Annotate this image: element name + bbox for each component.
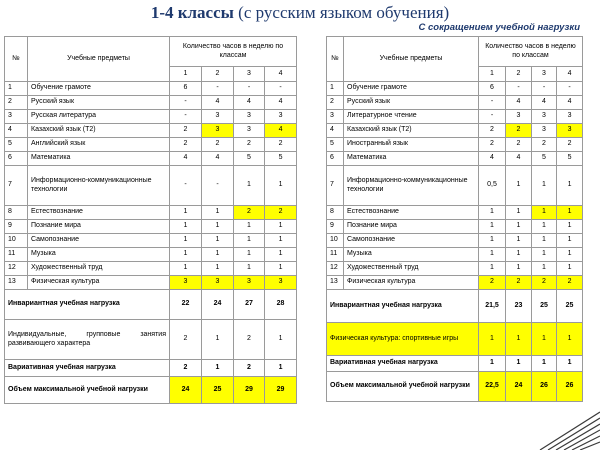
hours-cell: - — [479, 110, 506, 124]
hours-cell-highlighted: 2 — [557, 276, 583, 290]
hours-cell-highlighted: 3 — [265, 276, 297, 290]
hours-cell: 2 — [557, 138, 583, 152]
header-grade-1: 1 — [479, 67, 506, 82]
hours-cell: 2 — [170, 320, 202, 360]
hours-cell: 4 — [265, 96, 297, 110]
hours-cell-highlighted: 22,5 — [479, 372, 506, 402]
subject-name: Художественный труд — [28, 262, 170, 276]
row-num: 4 — [327, 124, 344, 138]
subject-name: Художественный труд — [344, 262, 479, 276]
table-row — [5, 138, 297, 152]
hours-cell: 5 — [234, 152, 265, 166]
hours-cell: 1 — [506, 248, 532, 262]
hours-cell-highlighted: 2 — [234, 206, 265, 220]
hours-cell: 5 — [557, 152, 583, 166]
hours-cell: 1 — [202, 360, 234, 377]
row-num: 11 — [5, 248, 28, 262]
hours-cell: 2 — [170, 360, 202, 377]
hours-cell: 1 — [265, 320, 297, 360]
hours-cell: 5 — [265, 152, 297, 166]
hours-cell: 1 — [557, 166, 583, 206]
hours-cell: 1 — [170, 220, 202, 234]
subject-name: Естествознание — [344, 206, 479, 220]
hours-cell: 1 — [202, 234, 234, 248]
row-num: 5 — [5, 138, 28, 152]
table-row — [327, 138, 583, 152]
row-num: 4 — [5, 124, 28, 138]
maximum-row — [327, 372, 583, 402]
hours-cell: 1 — [202, 262, 234, 276]
hours-cell: 2 — [234, 320, 265, 360]
table-row — [5, 234, 297, 248]
hours-cell: 1 — [234, 262, 265, 276]
hours-cell: 4 — [479, 152, 506, 166]
subject-name: Музыка — [28, 248, 170, 262]
table-row — [5, 110, 297, 124]
table-row — [5, 166, 297, 206]
subject-name: Казахский язык (Т2) — [344, 124, 479, 138]
maximum-row — [5, 377, 297, 404]
hours-cell-highlighted: 2 — [506, 276, 532, 290]
hours-cell: 3 — [234, 124, 265, 138]
hours-cell: 1 — [202, 206, 234, 220]
hours-cell: 1 — [265, 262, 297, 276]
subject-name: Иностранный язык — [344, 138, 479, 152]
hours-cell: 1 — [557, 234, 583, 248]
hours-cell-highlighted: 29 — [265, 377, 297, 404]
header-grade-2: 2 — [506, 67, 532, 82]
table-row — [327, 110, 583, 124]
hours-cell: - — [265, 82, 297, 96]
subject-name: Информационно-коммуникационные технологии — [28, 166, 170, 206]
hours-cell: - — [170, 110, 202, 124]
hours-cell-highlighted: 1 — [479, 323, 506, 356]
hours-cell: 1 — [234, 166, 265, 206]
header-grade-2: 2 — [202, 67, 234, 82]
row-num: 2 — [327, 96, 344, 110]
hours-cell-highlighted: 24 — [170, 377, 202, 404]
hours-cell-highlighted: 1 — [532, 323, 557, 356]
hours-cell-highlighted: 1 — [532, 206, 557, 220]
subject-name: Обучение грамоте — [344, 82, 479, 96]
hours-cell: 1 — [532, 262, 557, 276]
row-num: 6 — [327, 152, 344, 166]
row-num: 3 — [5, 110, 28, 124]
row-num: 9 — [5, 220, 28, 234]
hours-cell: 4 — [532, 96, 557, 110]
table-row — [5, 206, 297, 220]
table-row — [5, 152, 297, 166]
hours-cell-highlighted: 2 — [265, 206, 297, 220]
table-row — [327, 166, 583, 206]
hours-cell: 3 — [532, 124, 557, 138]
hours-cell: 1 — [265, 360, 297, 377]
hours-cell-highlighted: 29 — [234, 377, 265, 404]
hours-cell: 1 — [202, 220, 234, 234]
curriculum-table-left — [4, 36, 297, 404]
subject-name: Обучение грамоте — [28, 82, 170, 96]
hours-cell: - — [202, 82, 234, 96]
hours-cell: - — [170, 166, 202, 206]
subject-name: Математика — [28, 152, 170, 166]
header-hours: Количество часов в неделю по классам — [479, 37, 583, 67]
header-grade-3: 3 — [234, 67, 265, 82]
hours-cell: 1 — [506, 220, 532, 234]
hours-cell: 1 — [479, 356, 506, 372]
hours-cell: 2 — [265, 138, 297, 152]
hours-cell: 3 — [234, 110, 265, 124]
hours-cell-highlighted: 24 — [506, 372, 532, 402]
sport-games-label: Физическая культура: спортивные игры — [327, 323, 479, 356]
hours-cell: 1 — [532, 220, 557, 234]
variative-row — [5, 360, 297, 377]
subject-name: Математика — [344, 152, 479, 166]
header-grade-3: 3 — [532, 67, 557, 82]
hours-cell-highlighted: 2 — [532, 276, 557, 290]
table-row — [327, 152, 583, 166]
row-num: 11 — [327, 248, 344, 262]
subject-name: Самопознание — [28, 234, 170, 248]
row-num: 8 — [327, 206, 344, 220]
header-grade-4: 4 — [265, 67, 297, 82]
hours-cell: 1 — [202, 248, 234, 262]
row-num: 12 — [327, 262, 344, 276]
row-num: 13 — [5, 276, 28, 290]
hours-cell: 1 — [265, 220, 297, 234]
row-num: 10 — [327, 234, 344, 248]
hours-cell: 3 — [265, 110, 297, 124]
row-num: 1 — [5, 82, 28, 96]
hours-cell: 2 — [234, 360, 265, 377]
hours-cell: 23 — [506, 290, 532, 323]
hours-cell: 1 — [479, 262, 506, 276]
hours-cell: 4 — [202, 96, 234, 110]
hours-cell: - — [506, 82, 532, 96]
subject-name: Английский язык — [28, 138, 170, 152]
curriculum-table-right — [326, 36, 583, 402]
hours-cell: 5 — [532, 152, 557, 166]
hours-cell-highlighted: 2 — [506, 124, 532, 138]
header-subject: Учебные предметы — [344, 37, 479, 82]
row-num: 1 — [327, 82, 344, 96]
hours-cell-highlighted: 3 — [170, 276, 202, 290]
hours-cell-highlighted: 4 — [265, 124, 297, 138]
variative-row — [327, 356, 583, 372]
hours-cell: 1 — [170, 234, 202, 248]
individual-row — [5, 320, 297, 360]
hours-cell-highlighted: 3 — [202, 124, 234, 138]
hours-cell: 1 — [506, 206, 532, 220]
hours-cell: - — [202, 166, 234, 206]
invariant-row — [5, 290, 297, 320]
hours-cell: 1 — [234, 220, 265, 234]
subtitle: С сокращением учебной нагрузки — [418, 22, 580, 33]
subject-name: Казахский язык (Т2) — [28, 124, 170, 138]
hours-cell: 1 — [479, 206, 506, 220]
subject-name: Литературное чтение — [344, 110, 479, 124]
hours-cell: 21,5 — [479, 290, 506, 323]
header-subject: Учебные предметы — [28, 37, 170, 82]
hours-cell: 1 — [170, 206, 202, 220]
table-row — [327, 234, 583, 248]
maximum-label: Объем максимальной учебной нагрузки — [5, 377, 170, 404]
hours-cell: 2 — [479, 138, 506, 152]
hours-cell: 1 — [202, 320, 234, 360]
hours-cell: - — [234, 82, 265, 96]
table-row — [5, 82, 297, 96]
hours-cell: 3 — [506, 110, 532, 124]
hours-cell: 27 — [234, 290, 265, 320]
row-num: 12 — [5, 262, 28, 276]
variative-label: Вариативная учебная нагрузка — [5, 360, 170, 377]
hours-cell: 25 — [532, 290, 557, 323]
hours-cell: 1 — [234, 248, 265, 262]
hours-cell: 0,5 — [479, 166, 506, 206]
hours-cell: - — [170, 96, 202, 110]
row-num: 10 — [5, 234, 28, 248]
hours-cell: 2 — [202, 138, 234, 152]
hours-cell-highlighted: 26 — [557, 372, 583, 402]
table-row — [5, 248, 297, 262]
table-row — [327, 82, 583, 96]
table-row — [5, 124, 297, 138]
hours-cell: 6 — [170, 82, 202, 96]
hours-cell: 1 — [506, 262, 532, 276]
title-main: 1-4 классы — [150, 3, 234, 22]
corner-decoration — [530, 410, 600, 450]
row-num: 5 — [327, 138, 344, 152]
hours-cell: 1 — [479, 234, 506, 248]
subject-name: Русская литература — [28, 110, 170, 124]
hours-cell: 1 — [265, 248, 297, 262]
hours-cell: - — [532, 82, 557, 96]
title-sub: (с русским языком обучения) — [238, 3, 450, 22]
hours-cell: 4 — [170, 152, 202, 166]
header-grade-1: 1 — [170, 67, 202, 82]
hours-cell: 4 — [506, 96, 532, 110]
hours-cell: 3 — [202, 110, 234, 124]
hours-cell: 1 — [532, 166, 557, 206]
hours-cell: 2 — [532, 138, 557, 152]
hours-cell: 1 — [506, 356, 532, 372]
table-row — [327, 276, 583, 290]
subject-name: Физическая культура — [344, 276, 479, 290]
table-row — [327, 262, 583, 276]
invariant-row — [327, 290, 583, 323]
row-num: 9 — [327, 220, 344, 234]
hours-cell: 22 — [170, 290, 202, 320]
table-row — [327, 220, 583, 234]
table-row — [5, 262, 297, 276]
hours-cell: 2 — [234, 138, 265, 152]
table-row — [327, 248, 583, 262]
hours-cell: 1 — [506, 166, 532, 206]
hours-cell-highlighted: 3 — [557, 124, 583, 138]
invariant-label: Инвариантная учебная нагрузка — [5, 290, 170, 320]
individual-label: Индивидуальные, групповые занятия развивающего характера — [5, 320, 170, 360]
table-row — [327, 96, 583, 110]
hours-cell: 28 — [265, 290, 297, 320]
subject-name: Самопознание — [344, 234, 479, 248]
hours-cell-highlighted: 3 — [202, 276, 234, 290]
hours-cell-highlighted: 1 — [506, 323, 532, 356]
subject-name: Русский язык — [28, 96, 170, 110]
row-num: 13 — [327, 276, 344, 290]
row-num: 7 — [327, 166, 344, 206]
hours-cell: 1 — [265, 166, 297, 206]
hours-cell: 3 — [532, 110, 557, 124]
invariant-label: Инвариантная учебная нагрузка — [327, 290, 479, 323]
table-row — [327, 124, 583, 138]
subject-name: Русский язык — [344, 96, 479, 110]
hours-cell: 1 — [532, 356, 557, 372]
table-row — [5, 276, 297, 290]
subject-name: Музыка — [344, 248, 479, 262]
table-row — [5, 220, 297, 234]
header-grade-4: 4 — [557, 67, 583, 82]
hours-cell: 1 — [479, 220, 506, 234]
hours-cell: 25 — [557, 290, 583, 323]
hours-cell: 4 — [557, 96, 583, 110]
hours-cell: 4 — [506, 152, 532, 166]
hours-cell: 1 — [170, 248, 202, 262]
subject-name: Познание мира — [28, 220, 170, 234]
hours-cell: 2 — [506, 138, 532, 152]
hours-cell: 2 — [170, 138, 202, 152]
hours-cell: 1 — [557, 356, 583, 372]
subject-name: Познание мира — [344, 220, 479, 234]
hours-cell: 2 — [479, 124, 506, 138]
hours-cell: - — [479, 96, 506, 110]
row-num: 3 — [327, 110, 344, 124]
hours-cell-highlighted: 1 — [557, 206, 583, 220]
table-row — [327, 206, 583, 220]
row-num: 8 — [5, 206, 28, 220]
hours-cell: 1 — [532, 248, 557, 262]
variative-label: Вариативная учебная нагрузка — [327, 356, 479, 372]
sport-games-row — [327, 323, 583, 356]
hours-cell-highlighted: 1 — [557, 323, 583, 356]
hours-cell: 24 — [202, 290, 234, 320]
header-num: № — [327, 37, 344, 82]
row-num: 7 — [5, 166, 28, 206]
header-num: № — [5, 37, 28, 82]
hours-cell-highlighted: 25 — [202, 377, 234, 404]
header-hours: Количество часов в неделю по классам — [170, 37, 297, 67]
hours-cell: 1 — [506, 234, 532, 248]
page-title — [0, 3, 600, 23]
hours-cell: 6 — [479, 82, 506, 96]
maximum-label: Объем максимальной учебной нагрузки — [327, 372, 479, 402]
subject-name: Физическая культура — [28, 276, 170, 290]
row-num: 6 — [5, 152, 28, 166]
hours-cell: 2 — [170, 124, 202, 138]
hours-cell: 1 — [234, 234, 265, 248]
hours-cell: - — [557, 82, 583, 96]
hours-cell: 1 — [557, 262, 583, 276]
hours-cell: 1 — [557, 248, 583, 262]
hours-cell: 1 — [557, 220, 583, 234]
hours-cell-highlighted: 3 — [234, 276, 265, 290]
subject-name: Естествознание — [28, 206, 170, 220]
hours-cell-highlighted: 26 — [532, 372, 557, 402]
hours-cell: 1 — [479, 248, 506, 262]
hours-cell-highlighted: 2 — [479, 276, 506, 290]
table-row — [5, 96, 297, 110]
hours-cell: 3 — [557, 110, 583, 124]
hours-cell: 4 — [202, 152, 234, 166]
hours-cell: 1 — [532, 234, 557, 248]
subject-name: Информационно-коммуникационные технологии — [344, 166, 479, 206]
hours-cell: 1 — [265, 234, 297, 248]
hours-cell: 4 — [234, 96, 265, 110]
row-num: 2 — [5, 96, 28, 110]
hours-cell: 1 — [170, 262, 202, 276]
